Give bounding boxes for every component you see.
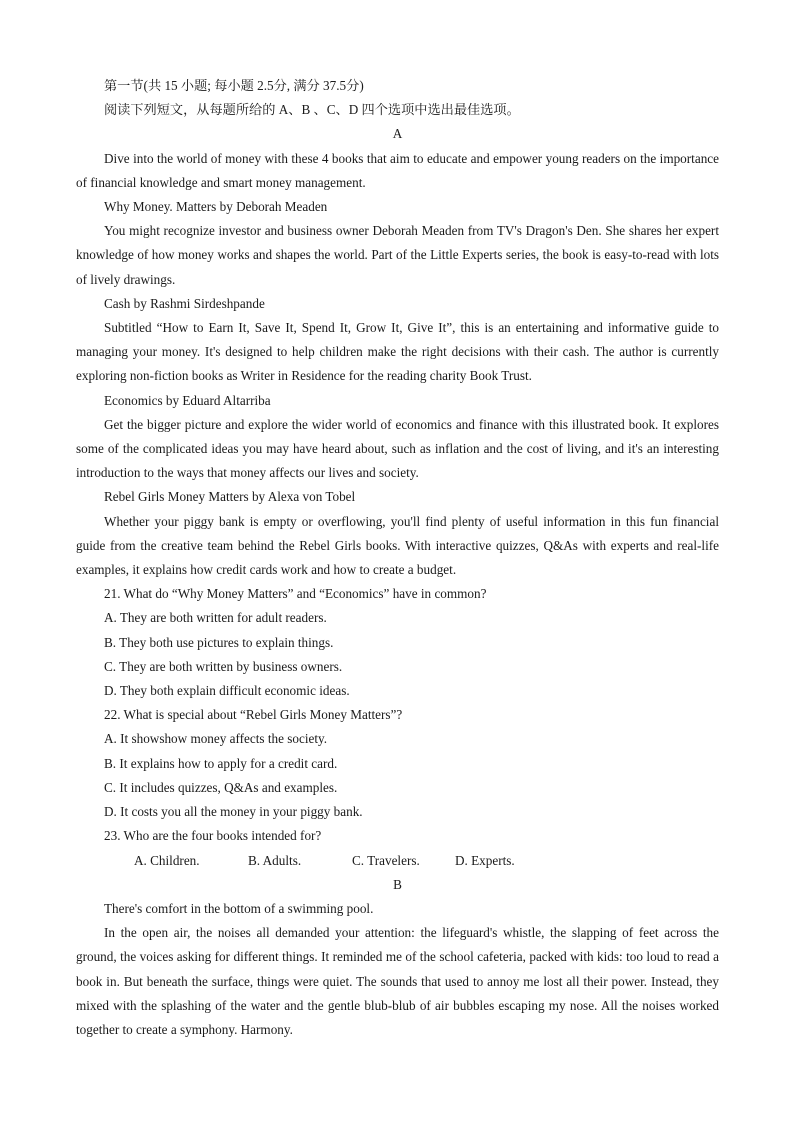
question-option: B. It explains how to apply for a credit card. bbox=[104, 755, 338, 771]
book-description: Subtitled “How to Earn It, Save It, Spend It, Grow It, Give It”, this is an entertaining and informative guide to managing your money. It's designed to help children make the right decisions with their cash. The author is currently exploring non-fiction books as Writer in Residence for the reading charity Book Trust. bbox=[76, 320, 719, 384]
instruction: 阅读下列短文，从每题所给的 A、B 、C、D 四个选项中选出最佳选项。 bbox=[104, 102, 520, 118]
question-option: A. They are both written for adult readers. bbox=[104, 610, 327, 626]
section-header: 第一节(共 15 小题; 每小题 2.5分, 满分 37.5分) bbox=[104, 78, 364, 93]
passage-a-label: A bbox=[392, 126, 403, 142]
passage-a-intro: Dive into the world of money with these 4 books that aim to educate and empower young readers on the importance of financial knowledge and smart money management. bbox=[76, 150, 719, 190]
question-option: C. They are both written by business owners. bbox=[104, 658, 343, 674]
book-title: Economics by Eduard Altarriba bbox=[104, 392, 271, 408]
book-title: Rebel Girls Money Matters by Alexa von Tobel bbox=[104, 489, 356, 505]
book-description: You might recognize investor and business owner Deborah Meaden from TV's Dragon's Den. She shares her expert knowledge of how money works and shapes the world. Part of the Little Experts series, the book is easy-to-read with lots of lively drawings. bbox=[76, 223, 719, 287]
question-option: B. Adults. bbox=[248, 852, 302, 868]
question-stem: 23. Who are the four books intended for? bbox=[104, 828, 322, 844]
passage-b-paragraph: There's comfort in the bottom of a swimming pool. bbox=[104, 900, 374, 916]
book-description: Whether your piggy bank is empty or overflowing, you'll find plenty of useful information in this fun financial guide from the creative team behind the Rebel Girls books. With interactive quizzes, Q&As with experts and real-life examples, it explains how credit cards work and how to create a budget. bbox=[76, 513, 719, 578]
book-title: Cash by Rashmi Sirdeshpande bbox=[104, 295, 265, 311]
question-option: B. They both use pictures to explain things. bbox=[104, 634, 334, 650]
question-stem: 21. What do “Why Money Matters” and “Economics” have in common? bbox=[104, 586, 487, 602]
question-option: D. They both explain difficult economic ideas. bbox=[104, 683, 350, 699]
question-option: A. It showshow money affects the society. bbox=[104, 731, 328, 747]
exam-page bbox=[76, 74, 719, 1042]
book-title: Why Money. Matters by Deborah Meaden bbox=[104, 199, 328, 215]
question-option: C. Travelers. bbox=[352, 852, 420, 868]
question-stem: 22. What is special about “Rebel Girls Money Matters”? bbox=[104, 707, 403, 723]
question-option: D. It costs you all the money in your piggy bank. bbox=[104, 804, 363, 820]
question-option: D. Experts. bbox=[455, 852, 515, 868]
question-option: C. It includes quizzes, Q&As and examples. bbox=[104, 779, 338, 795]
inline-options bbox=[76, 849, 719, 873]
book-description: Get the bigger picture and explore the wider world of economics and finance with this illustrated book. It explores some of the complicated ideas you may have heard about, such as inflation and the cost of living, and it's an interesting introduction to the ways that money affects our lives and society. bbox=[76, 416, 719, 481]
passage-b-label: B bbox=[393, 876, 402, 892]
question-option: A. Children. bbox=[134, 852, 200, 868]
passage-b-paragraph: In the open air, the noises all demanded your attention: the lifeguard's whistle, the slapping of feet across the ground, the voices asking for different things. It reminded me of the school cafeteria, packed with kids: too loud to read a book in. But beneath the surface, things were quiet. The sounds that used to annoy me lost all their power. Instead, they mixed with the splashing of the water and the gentle blub-blub of air bubbles escaping my nose. All the noises worked together to create a symphony. Harmony. bbox=[76, 925, 719, 1037]
